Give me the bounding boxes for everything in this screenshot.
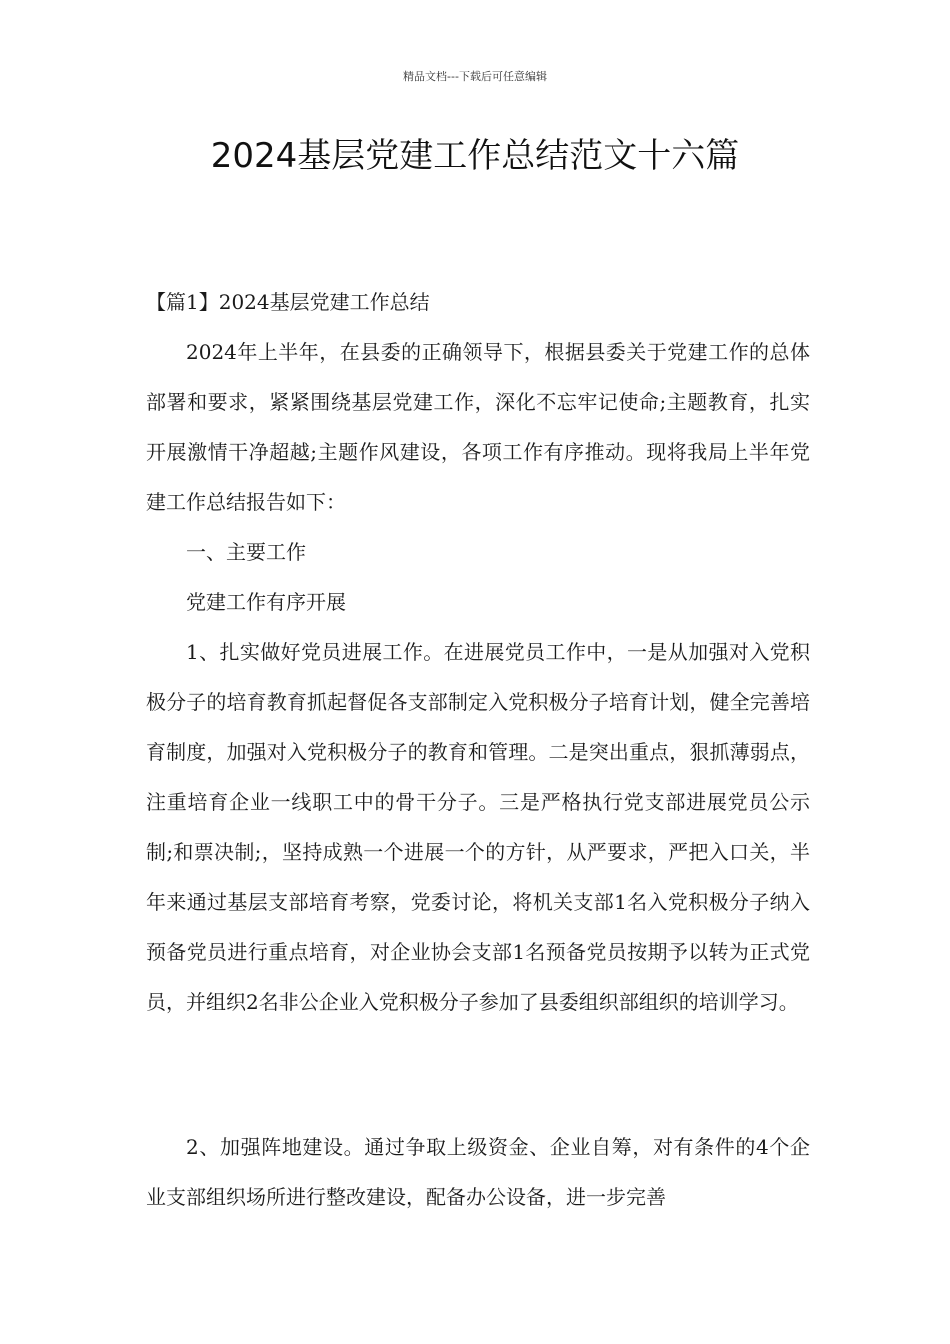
document-title: 2024基层党建工作总结范文十六篇 xyxy=(210,136,740,176)
paragraph-text: 1、扎实做好党员进展工作。在进展党员工作中，一是从加强对入党积极分子的培育教育抓起督促各支部制定入党积极分子培育计划，健全完善培育制度，加强对入党积极分子的教育和管理。二是突出重点，狠抓薄弱点，注重培育企业一线职工中的骨干分子。三是严格执行党支部进展党员公示制;和票决制;，坚持成熟一个进展一个的方针，从严要求，严把入口关，半年来通过基层支部培育考察，党委讨论，将机关支部1名入党积极分子纳入预备党员进行重点培育，对企业协会支部1名预备党员按期予以转为正式党员，并组织2名非公企业入党积极分子参加了县委组织部组织的培训学习。 xyxy=(146,640,810,1014)
paragraph-text: 2024年上半年，在县委的正确领导下，根据县委关于党建工作的总体部署和要求，紧紧围绕基层党建工作，深化不忘牢记使命;主题教育，扎实开展激情干净超越;主题作风建设，各项工作有序推动。现将我局上半年党建工作总结报告如下： xyxy=(146,340,810,514)
paragraph-text: 一、主要工作 xyxy=(186,540,306,564)
paragraph-item-2 xyxy=(146,1122,810,1222)
section-heading: 【篇1】2024基层党建工作总结 xyxy=(146,290,430,314)
paragraph-party-building-heading xyxy=(146,577,810,627)
paragraph-intro xyxy=(146,327,810,527)
paragraph-item-1 xyxy=(146,627,810,1027)
paragraph-text: 党建工作有序开展 xyxy=(186,590,346,614)
header-note: 精品文档---下载后可任意编辑 xyxy=(403,70,547,83)
paragraph-text: 2、加强阵地建设。通过争取上级资金、企业自筹，对有条件的4个企业支部组织场所进行整改建设，配备办公设备，进一步完善 xyxy=(146,1135,810,1209)
paragraph-main-work-heading xyxy=(146,527,810,577)
